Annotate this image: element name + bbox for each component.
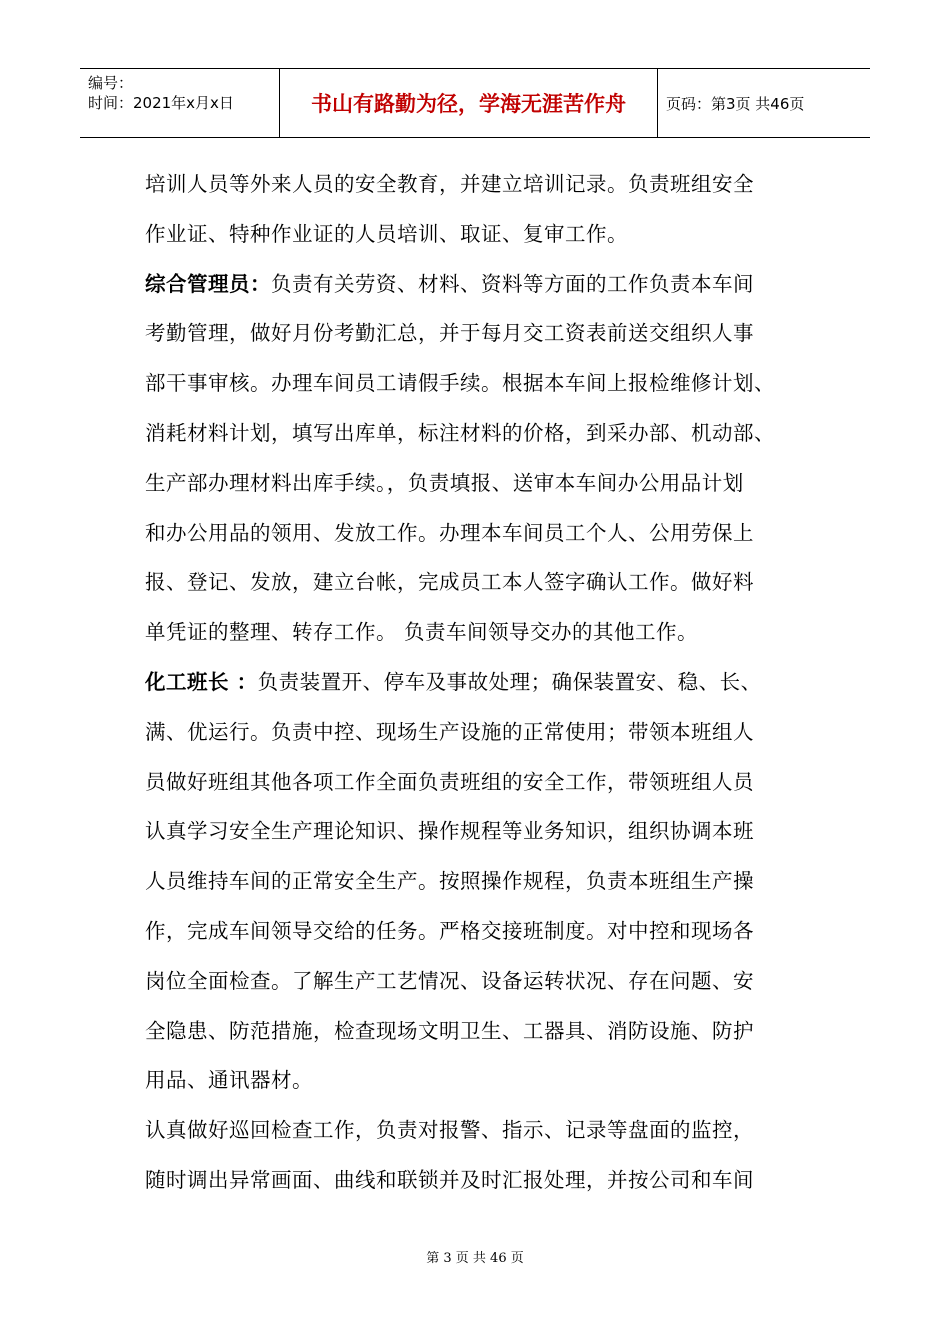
document-date: 时间：2021年x月x日	[88, 94, 234, 112]
page-header	[80, 68, 870, 138]
body-line: 作，完成车间领导交给的任务。严格交接班制度。对中控和现场各	[145, 918, 754, 943]
document-number: 编号：	[88, 74, 134, 92]
body-line: 随时调出异常画面、曲线和联锁并及时汇报处理，并按公司和车间	[145, 1167, 754, 1192]
body-line: 消耗材料计划，填写出库单，标注材料的价格，到采办部、机动部、	[145, 420, 775, 445]
document-body	[145, 160, 805, 1206]
body-line: 满、优运行。负责中控、现场生产设施的正常使用；带领本班组人	[145, 719, 754, 744]
body-line: 全隐患、防范措施，检查现场文明卫生、工器具、消防设施、防护	[145, 1018, 754, 1043]
body-line-text: 负责装置开、停车及事故处理；确保装置安、稳、长、	[257, 669, 762, 694]
body-line: 认真做好巡回检查工作，负责对报警、指示、记录等盘面的监控，	[145, 1118, 754, 1143]
role-heading-shift-leader: 化工班长 ：	[145, 669, 258, 694]
body-line: 岗位全面检查。了解生产工艺情况、设备运转状况、存在问题、安	[145, 968, 754, 993]
body-line: 用品、通讯器材。	[145, 1068, 313, 1093]
header-meta	[80, 69, 280, 137]
header-page-info: 页码：第3页 共46页	[666, 94, 805, 113]
header-motto: 书山有路勤为径，学海无涯苦作舟	[280, 69, 658, 137]
body-line: 生产部办理材料出库手续。，负责填报、送审本车间办公用品计划	[145, 470, 744, 495]
body-line: 人员维持车间的正常安全生产。按照操作规程，负责本班组生产操	[145, 869, 754, 894]
body-line: 考勤管理，做好月份考勤汇总，并于每月交工资表前送交组织人事	[145, 321, 754, 346]
body-line-text: 负责有关劳资、材料、资料等方面的工作负责本车间	[271, 271, 754, 296]
body-line: 培训人员等外来人员的安全教育，并建立培训记录。负责班组安全	[145, 172, 754, 196]
body-line: 作业证、特种作业证的人员培训、取证、复审工作。	[145, 221, 628, 246]
role-heading-admin: 综合管理员：	[145, 271, 271, 296]
page-footer: 第 3 页 共 46 页	[426, 1251, 524, 1266]
body-line	[145, 260, 805, 310]
body-line: 和办公用品的领用、发放工作。办理本车间员工个人、公用劳保上	[145, 520, 754, 545]
body-line: 员做好班组其他各项工作全面负责班组的安全工作，带领班组人员	[145, 769, 754, 794]
body-line	[145, 658, 805, 708]
body-line: 部干事审核。办理车间员工请假手续。根据本车间上报检维修计划、	[145, 371, 775, 396]
body-line: 单凭证的整理、转存工作。 负责车间领导交办的其他工作。	[145, 620, 699, 645]
body-line: 报、登记、发放，建立台帐，完成员工本人签字确认工作。做好料	[145, 570, 754, 595]
body-line: 认真学习安全生产理论知识、操作规程等业务知识，组织协调本班	[145, 819, 754, 844]
